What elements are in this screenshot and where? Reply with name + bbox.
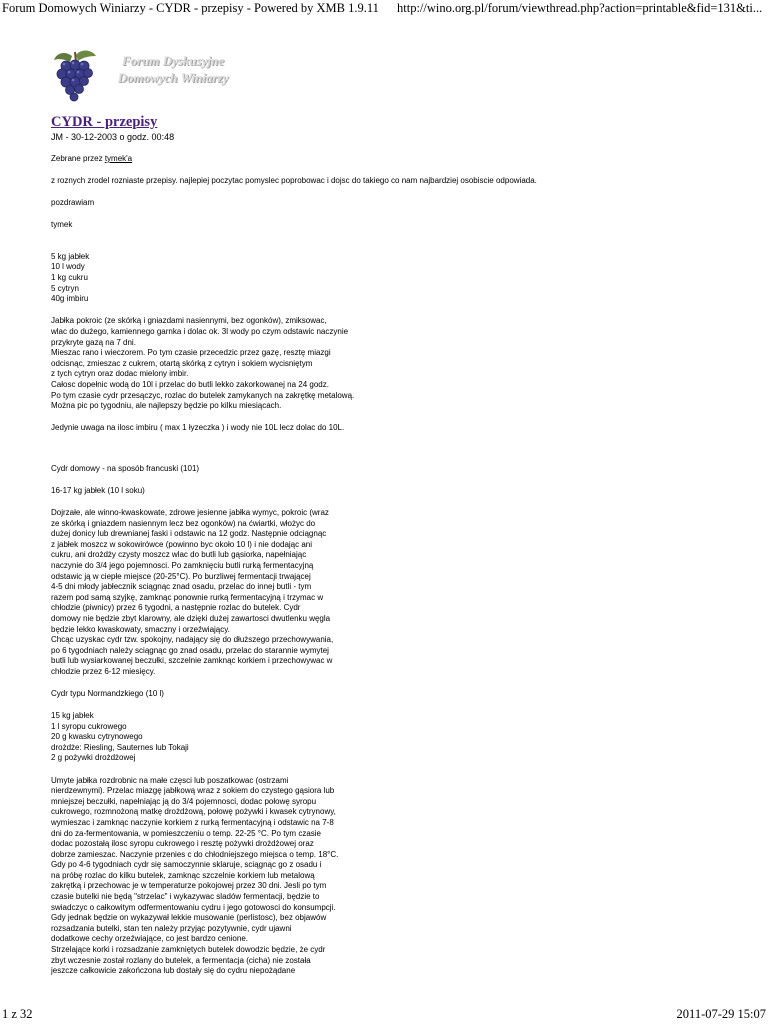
text-line: zbyt wczesnie został rozlany do butelek, a fermentacja (cicha) nie została	[51, 955, 311, 965]
logo-text-line1: Forum Dyskusyjne	[121, 53, 225, 68]
text-line: będzie lekko kwaskowaty, smaczny i orzeźwiający.	[51, 624, 230, 634]
text-line: jeszcze całkowicie zakończona lub dostały się do cydru niepożądane	[51, 966, 296, 976]
text-line: dodatkowe cechy orzeźwiające, co jest bardzo cenione.	[51, 934, 248, 944]
text-line: 1 kg cukru	[51, 273, 88, 283]
print-datetime: 2011-07-29 15:07	[676, 1007, 766, 1021]
text-line: nierdzewnymi). Przelac miazgę jabłkową wraz z sokiem do czystego gąsiora lub	[51, 786, 335, 796]
text-line: czasie butelki nie będą "strzelac" i wykazywac sladów fermentacji, będzie to	[51, 892, 320, 902]
recipe1-note: Jedynie uwaga na ilosc imbiru ( max 1 łyzeczka ) i wody nie 10L lecz dolac do 10L.	[51, 423, 345, 433]
text-line: 5 cytryn	[51, 283, 80, 293]
text-line: odcisnąc, zmieszac z cukrem, otartą skórką z cytryn i sokiem wycisniętym	[51, 358, 313, 368]
text-line: wlac do dużego, kamiennego garnka i dolac ok. 3l wody po czym odstawic naczynie	[51, 326, 349, 336]
greeting: pozdrawiam	[51, 198, 95, 208]
text-line: z tych cytryn oraz dodac mielony imbir.	[51, 369, 189, 379]
text-line: Po tym czasie cydr przesączyc, rozlac do butelek zamykanych na zakrętkę metalową.	[51, 390, 355, 400]
text-line: wymieszac i zamknąc naczynie korkiem z rurką fermentacyjną i odstawic na 7-8	[51, 817, 334, 827]
text-line: Strzelające korki i rozsadzanie zamkniętych butelek dowodzic będzie, że cydr	[51, 945, 326, 955]
text-line: 4-5 dni młody jabłecznik sciągnąc znad osadu, przelac do innej butli - tym	[51, 582, 312, 592]
text-line: drożdże: Riesling, Sauternes lub Tokaji	[51, 742, 189, 752]
text-line: swiadczyc o całkowitym odfermentowaniu cydru i jego gotowosci do konsumpcji.	[51, 902, 336, 912]
text-line: razem pod samą szyjkę, zamknąc ponownie rurką fermentacyjną i trzymac w	[51, 592, 324, 602]
text-line: Dojrzałe, ale winno-kwaskowate, zdrowe jesienne jabłka wymyc, pokroic (wraz	[51, 507, 329, 517]
text-line: Gdy jednak będzie on wykazywał lekkie musowanie (perlistosc), bez objawów	[51, 913, 327, 923]
text-line: 5 kg jabłek	[51, 251, 90, 261]
text-line: dni do za-fermentowania, w pomieszczeniu o temp. 22-25 °C. Po tym czasie	[51, 828, 321, 838]
text-line: dodac pozostałą ilosc syropu cukrowego i resztę pożywki drożdżowej oraz	[51, 839, 314, 849]
recipe2-title: Cydr domowy - na sposób francuski (101)	[51, 463, 200, 473]
print-footer	[0, 1005, 768, 1023]
text-line: Umyte jabłka rozdrobnic na małe częsci lub poszatkowac (ostrzami	[51, 775, 289, 785]
text-line: Gdy po 4-6 tygodniach cydr się samoczynnie sklaruje, sciągnąc go z osadu i	[51, 860, 322, 870]
text-line: Jabłka pokroic (ze skórką i gniazdami nasiennymi, bez ogonków), zmiksowac,	[51, 316, 327, 326]
text-line: cukru, ani drożdży czysty moszcz wlac do butli lub gąsiorka, napełniając	[51, 550, 307, 560]
post-body	[51, 154, 691, 977]
post-meta: JM - 30-12-2003 o godz. 00:48	[51, 132, 175, 142]
text-line: z jabłek moszcz w sokowirówce (powinno byc około 10 l) i nie dodając ani	[51, 539, 313, 549]
recipe1-ingredients	[51, 252, 691, 305]
text-line: przykryte gazą na 7 dni.	[51, 337, 136, 347]
print-header	[0, 0, 768, 18]
forum-logo[interactable]	[50, 46, 250, 106]
text-line: na próbę rozlac do kilku butelek, zamknąc szczelnie korkiem lub metalową	[51, 870, 315, 880]
text-line: 2 g pożywki drożdżowej	[51, 753, 136, 763]
text-line: Chcąc uzyskac cydr tzw. spokojny, nadający się do dłuższego przechowywania,	[51, 635, 334, 645]
text-line: Mieszac rano i wieczorem. Po tym czasie przecedzic przez gazę, resztę miazgi	[51, 348, 331, 358]
text-line: Całosc dopełnic wodą do 10l i przelac do butli lekko zakorkowanej na 24 godz.	[51, 379, 329, 389]
text-line: chłodzie przez 6-12 miesięcy.	[51, 666, 156, 676]
page-number: 1 z 32	[2, 1007, 33, 1021]
text-line: chłodzie (piwnicy) przez 6 tygodni, a następnie rozlac do butelek. Cydr	[51, 603, 301, 613]
text-line: odstawic ją w ciepłe miejsce (20-25°C). Po burzliwej fermentacji trwającej	[51, 571, 311, 581]
text-line: zakrętką i przechowac je w temperaturze pokojowej przez 30 dni. Jesli po tym	[51, 881, 327, 891]
text-line: rozsadzania butelki, stan ten należy przyjąc pozytywnie, cydr ujawni	[51, 923, 292, 933]
recipe3-title: Cydr typu Normandzkiego (10 l)	[51, 688, 164, 698]
recipe2-amount: 16-17 kg jabłek (10 l soku)	[51, 485, 145, 495]
text-line: mniejszej beczułki, napełniając ją do 3/4 pojemnosci, dodac połowę syropu	[51, 796, 317, 806]
text-line: dużej donicy lub drewnianej faski i odstawic na 12 godz. Następnie odciągnąc	[51, 529, 327, 539]
text-line: po 6 tygodniach należy sciągnąc go znad osadu, przelac do starannie wymytej	[51, 645, 329, 655]
recipe1-steps	[51, 316, 691, 411]
intro-text: z roznych zrodel rozniaste przepisy. najlepiej poczytac pomyslec poprobowac i dojsc do takiego co nam najbardziej osobiscie odpowiada.	[51, 176, 537, 186]
print-header-title: Forum Domowych Winiarzy - CYDR - przepisy - Powered by XMB 1.9.11	[2, 1, 379, 15]
recipe3-steps	[51, 776, 691, 977]
intro-paragraph	[51, 154, 691, 165]
text-line: dobrze zamieszac. Naczynie przenies c do chłodniejszego miejsca o temp. 18°C.	[51, 849, 339, 859]
logo-text-line2: Domowych Winiarzy	[117, 70, 229, 85]
text-line: Można pic po tygodniu, ale najlepszy będzie po kilku miesiącach.	[51, 401, 282, 411]
logo-text	[98, 52, 248, 86]
text-line: 1 l syropu cukrowego	[51, 721, 127, 731]
text-line: 15 kg jabłek	[51, 711, 94, 721]
print-header-url: http://wino.org.pl/forum/viewthread.php?action=printable&fid=131&ti...	[397, 1, 763, 15]
recipe2-steps	[51, 508, 691, 678]
text-line: ze skórką i gniazdem nasiennym lecz bez ogonków) na ćwiartki, włożyc do	[51, 518, 316, 528]
text-line: 20 g kwasku cytrynowego	[51, 732, 143, 742]
text-line: domowy nie będzie zbyt klarowny, ale dzięki dużej zawartosci dwutlenku węgla	[51, 613, 331, 623]
recipe3-ingredients	[51, 711, 691, 764]
thread-title-link[interactable]: CYDR - przepisy	[51, 114, 158, 130]
signature: tymek	[51, 220, 73, 230]
text-line: naczynie do 3/4 jego pojemnosci. Po zamknięciu butli rurką fermentacyjną	[51, 560, 314, 570]
thread-content	[51, 113, 691, 988]
intro-prefix: Zebrane przez	[51, 154, 105, 163]
user-link[interactable]: tymek'a	[104, 154, 133, 163]
text-line: 10 l wody	[51, 262, 85, 272]
text-line: 40g imbiru	[51, 294, 89, 304]
text-line: butli lub wysiarkowanej beczułki, szczelnie zamknąc korkiem i przechowywac w	[51, 656, 333, 666]
text-line: cukrowego, rozmnożoną matkę drożdżową, połowę pożywki i kwasek cytrynowy,	[51, 807, 336, 817]
